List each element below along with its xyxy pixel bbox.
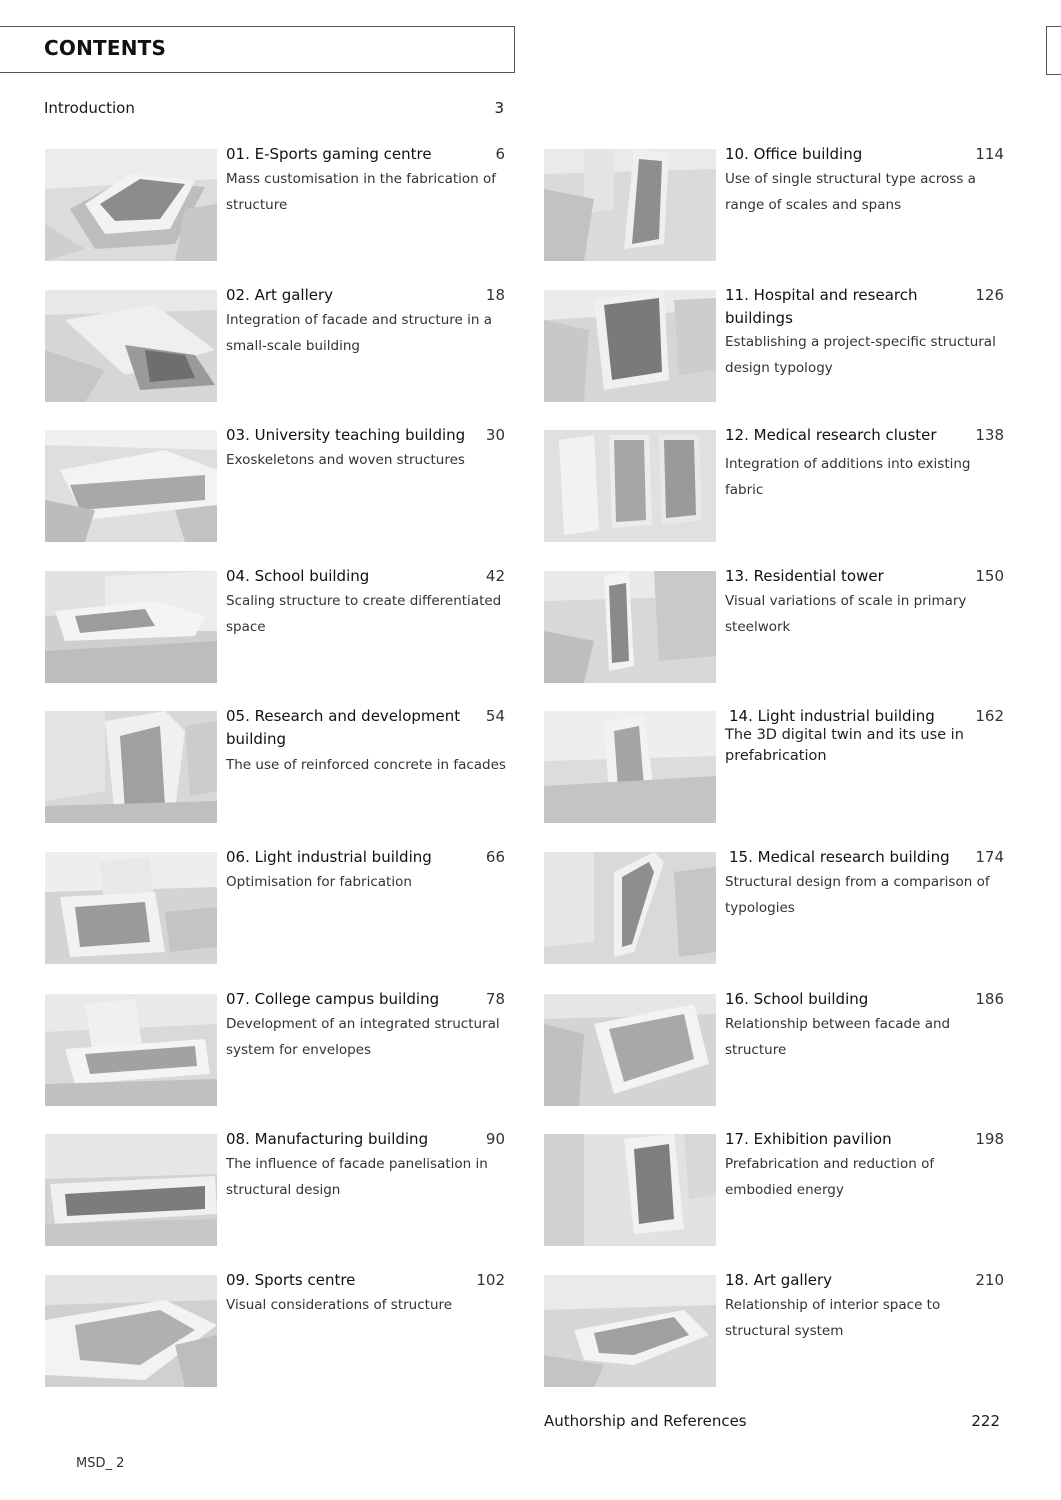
entry-page-number: 198 <box>975 1130 1004 1148</box>
intro-label[interactable]: Introduction <box>44 99 135 117</box>
entry-page-number: 90 <box>485 1130 505 1148</box>
toc-entry-18[interactable] <box>544 1271 1014 1387</box>
entry-title: 09. Sports centre <box>226 1271 356 1289</box>
entry-page-number: 174 <box>975 848 1004 866</box>
building-render-thumbnail <box>544 149 716 261</box>
toc-entry-16[interactable] <box>544 990 1014 1106</box>
toc-entry-08[interactable] <box>45 1130 515 1246</box>
entry-description: Use of single structural type across a range of scales and spans <box>725 171 976 213</box>
building-render-thumbnail <box>544 290 716 402</box>
building-render-thumbnail <box>45 1134 217 1246</box>
entry-title: 12. Medical research cluster <box>725 426 937 444</box>
entry-page-number: 150 <box>975 567 1004 585</box>
toc-entry-05[interactable] <box>45 707 515 823</box>
building-render-thumbnail <box>45 149 217 261</box>
entry-page-number: 138 <box>975 426 1004 444</box>
entry-title: 06. Light industrial building <box>226 848 432 866</box>
toc-entry-12[interactable] <box>544 426 1014 542</box>
page-folio: MSD_ 2 <box>76 1456 125 1471</box>
toc-entry-07[interactable] <box>45 990 515 1106</box>
building-render-thumbnail <box>45 711 217 823</box>
authorship-references-page-number: 222 <box>971 1412 1000 1430</box>
entry-description: Prefabrication and reduction of embodied energy <box>725 1156 935 1198</box>
entry-description: Scaling structure to create differentiated space <box>226 593 502 635</box>
building-render-thumbnail <box>544 994 716 1106</box>
entry-page-number: 162 <box>975 707 1004 725</box>
building-render-thumbnail <box>544 852 716 964</box>
toc-entry-02[interactable] <box>45 286 515 402</box>
toc-entry-04[interactable] <box>45 567 515 683</box>
entry-description: Mass customisation in the fabrication of structure <box>226 171 496 213</box>
header-stub <box>1046 26 1061 75</box>
entry-description: Integration of additions into existing fabric <box>725 456 971 498</box>
entry-title: 10. Office building <box>725 145 863 163</box>
building-render-thumbnail <box>544 571 716 683</box>
entry-title: 14. Light industrial building <box>729 707 935 725</box>
toc-entry-03[interactable] <box>45 426 515 542</box>
building-render-thumbnail <box>45 430 217 542</box>
entry-title: 17. Exhibition pavilion <box>725 1130 892 1148</box>
entry-page-number: 186 <box>975 990 1004 1008</box>
entry-title: 18. Art gallery <box>725 1271 833 1289</box>
intro-page-number: 3 <box>494 99 504 117</box>
toc-entry-13[interactable] <box>544 567 1014 683</box>
toc-entry-06[interactable] <box>45 848 515 964</box>
entry-description: Visual considerations of structure <box>226 1297 453 1313</box>
entry-description: Development of an integrated structural system for envelopes <box>226 1016 500 1058</box>
entry-page-number: 18 <box>485 286 505 304</box>
entry-page-number: 102 <box>476 1271 505 1289</box>
entry-description: The 3D digital twin and its use in prefabrication <box>725 727 964 764</box>
toc-entry-10[interactable] <box>544 145 1014 261</box>
toc-entry-11[interactable] <box>544 286 1014 402</box>
entry-page-number: 78 <box>485 990 505 1008</box>
entry-page-number: 6 <box>495 145 505 163</box>
entry-title: 13. Residential tower <box>725 567 884 585</box>
building-render-thumbnail <box>544 711 716 823</box>
building-render-thumbnail <box>45 290 217 402</box>
building-render-thumbnail <box>544 1134 716 1246</box>
toc-entry-09[interactable] <box>45 1271 515 1387</box>
entry-title: 07. College campus building <box>226 990 440 1008</box>
entry-description: The influence of facade panelisation in structural design <box>226 1156 488 1198</box>
entry-title: 02. Art gallery <box>226 286 334 304</box>
entry-description: The use of reinforced concrete in facades <box>226 757 506 773</box>
entry-page-number: 54 <box>485 707 505 725</box>
authorship-references-label[interactable]: Authorship and References <box>544 1412 747 1430</box>
entry-page-number: 126 <box>975 286 1004 304</box>
entry-title: 08. Manufacturing building <box>226 1130 429 1148</box>
building-render-thumbnail <box>45 1275 217 1387</box>
entry-title: 11. Hospital and research buildings <box>725 286 918 327</box>
entry-description: Exoskeletons and woven structures <box>226 452 465 468</box>
entry-title: 15. Medical research building <box>729 848 950 866</box>
entry-description: Structural design from a comparison of typologies <box>725 874 990 916</box>
entry-page-number: 210 <box>975 1271 1004 1289</box>
toc-entry-14[interactable] <box>544 707 1014 823</box>
building-render-thumbnail <box>544 430 716 542</box>
entry-title: 01. E-Sports gaming centre <box>226 145 432 163</box>
toc-entry-01[interactable] <box>45 145 515 261</box>
toc-entry-17[interactable] <box>544 1130 1014 1246</box>
building-render-thumbnail <box>544 1275 716 1387</box>
entry-description: Establishing a project-specific structural design typology <box>725 334 996 376</box>
toc-entry-15[interactable] <box>544 848 1014 964</box>
entry-title: 16. School building <box>725 990 869 1008</box>
entry-description: Optimisation for fabrication <box>226 874 412 890</box>
entry-description: Relationship of interior space to structural system <box>725 1297 941 1339</box>
entry-page-number: 114 <box>975 145 1004 163</box>
entry-title: 03. University teaching building <box>226 426 466 444</box>
page-title: CONTENTS <box>44 36 167 60</box>
entry-description: Integration of facade and structure in a small-scale building <box>226 312 492 354</box>
entry-title: 05. Research and development building <box>226 707 461 748</box>
building-render-thumbnail <box>45 571 217 683</box>
entry-description: Relationship between facade and structure <box>725 1016 951 1058</box>
entry-page-number: 66 <box>485 848 505 866</box>
entry-title: 04. School building <box>226 567 370 585</box>
building-render-thumbnail <box>45 852 217 964</box>
entry-page-number: 42 <box>485 567 505 585</box>
building-render-thumbnail <box>45 994 217 1106</box>
entry-page-number: 30 <box>485 426 505 444</box>
entry-description: Visual variations of scale in primary steelwork <box>725 593 967 635</box>
